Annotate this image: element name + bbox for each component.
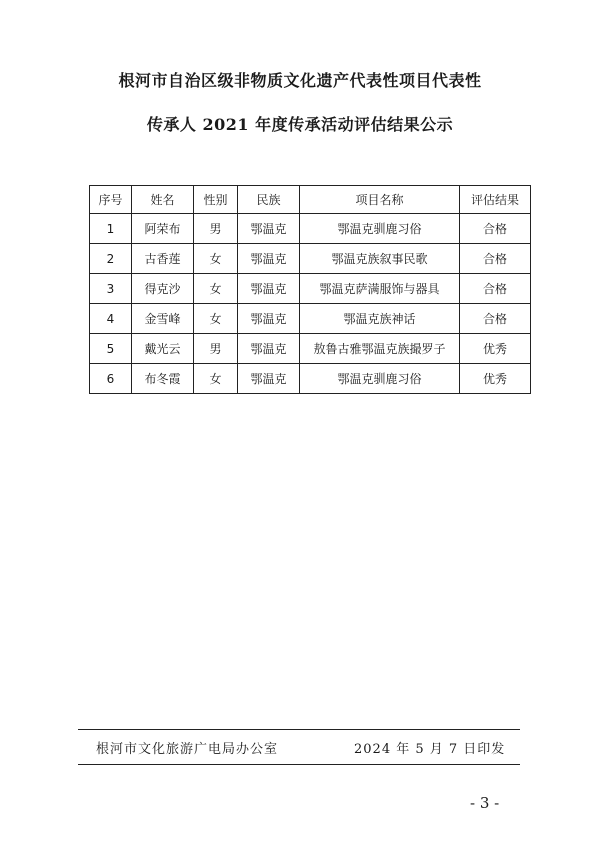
- cell-project: 鄂温克萨满服饰与器具: [300, 274, 460, 304]
- cell-seq: 4: [90, 304, 132, 334]
- cell-gender: 女: [194, 364, 238, 394]
- header-project: 项目名称: [300, 186, 460, 214]
- cell-seq: 3: [90, 274, 132, 304]
- table-row: [90, 214, 531, 244]
- cell-project: 敖鲁古雅鄂温克族撮罗子: [300, 334, 460, 364]
- footer-divider-bottom: [78, 764, 520, 765]
- header-gender: 性别: [194, 186, 238, 214]
- cell-gender: 女: [194, 244, 238, 274]
- cell-name: 布冬霞: [132, 364, 194, 394]
- header-result: 评估结果: [460, 186, 531, 214]
- cell-name: 古香莲: [132, 244, 194, 274]
- cell-result: 合格: [460, 304, 531, 334]
- cell-gender: 男: [194, 334, 238, 364]
- footer-organization: 根河市文化旅游广电局办公室: [96, 742, 279, 757]
- table-row: [90, 364, 531, 394]
- cell-result: 优秀: [460, 334, 531, 364]
- document-title-line-2: 传承人 2021 年度传承活动评估结果公示: [146, 115, 454, 134]
- cell-ethnicity: 鄂温克: [238, 364, 300, 394]
- cell-name: 戴光云: [132, 334, 194, 364]
- cell-project: 鄂温克驯鹿习俗: [300, 214, 460, 244]
- cell-ethnicity: 鄂温克: [238, 334, 300, 364]
- cell-seq: 5: [90, 334, 132, 364]
- evaluation-results-table: [89, 185, 531, 394]
- cell-project: 鄂温克族神话: [300, 304, 460, 334]
- header-ethnicity: 民族: [238, 186, 300, 214]
- cell-ethnicity: 鄂温克: [238, 274, 300, 304]
- cell-name: 得克沙: [132, 274, 194, 304]
- cell-gender: 女: [194, 304, 238, 334]
- table-row: [90, 274, 531, 304]
- document-title-line-1: 根河市自治区级非物质文化遗产代表性项目代表性: [118, 71, 482, 90]
- cell-result: 合格: [460, 214, 531, 244]
- table-row: [90, 304, 531, 334]
- cell-result: 合格: [460, 274, 531, 304]
- header-seq: 序号: [90, 186, 132, 214]
- cell-result: 合格: [460, 244, 531, 274]
- cell-seq: 2: [90, 244, 132, 274]
- footer-divider-top: [78, 729, 520, 730]
- header-name: 姓名: [132, 186, 194, 214]
- cell-gender: 女: [194, 274, 238, 304]
- table-row: [90, 334, 531, 364]
- cell-seq: 1: [90, 214, 132, 244]
- cell-gender: 男: [194, 214, 238, 244]
- cell-ethnicity: 鄂温克: [238, 214, 300, 244]
- cell-project: 鄂温克族叙事民歌: [300, 244, 460, 274]
- page-number: - 3 -: [470, 794, 500, 812]
- table-row: [90, 244, 531, 274]
- cell-ethnicity: 鄂温克: [238, 244, 300, 274]
- table-header-row: [90, 186, 531, 214]
- footer-date: 2024 年 5 月 7 日印发: [354, 742, 506, 757]
- cell-result: 优秀: [460, 364, 531, 394]
- cell-name: 阿荣布: [132, 214, 194, 244]
- cell-ethnicity: 鄂温克: [238, 304, 300, 334]
- cell-project: 鄂温克驯鹿习俗: [300, 364, 460, 394]
- cell-name: 金雪峰: [132, 304, 194, 334]
- cell-seq: 6: [90, 364, 132, 394]
